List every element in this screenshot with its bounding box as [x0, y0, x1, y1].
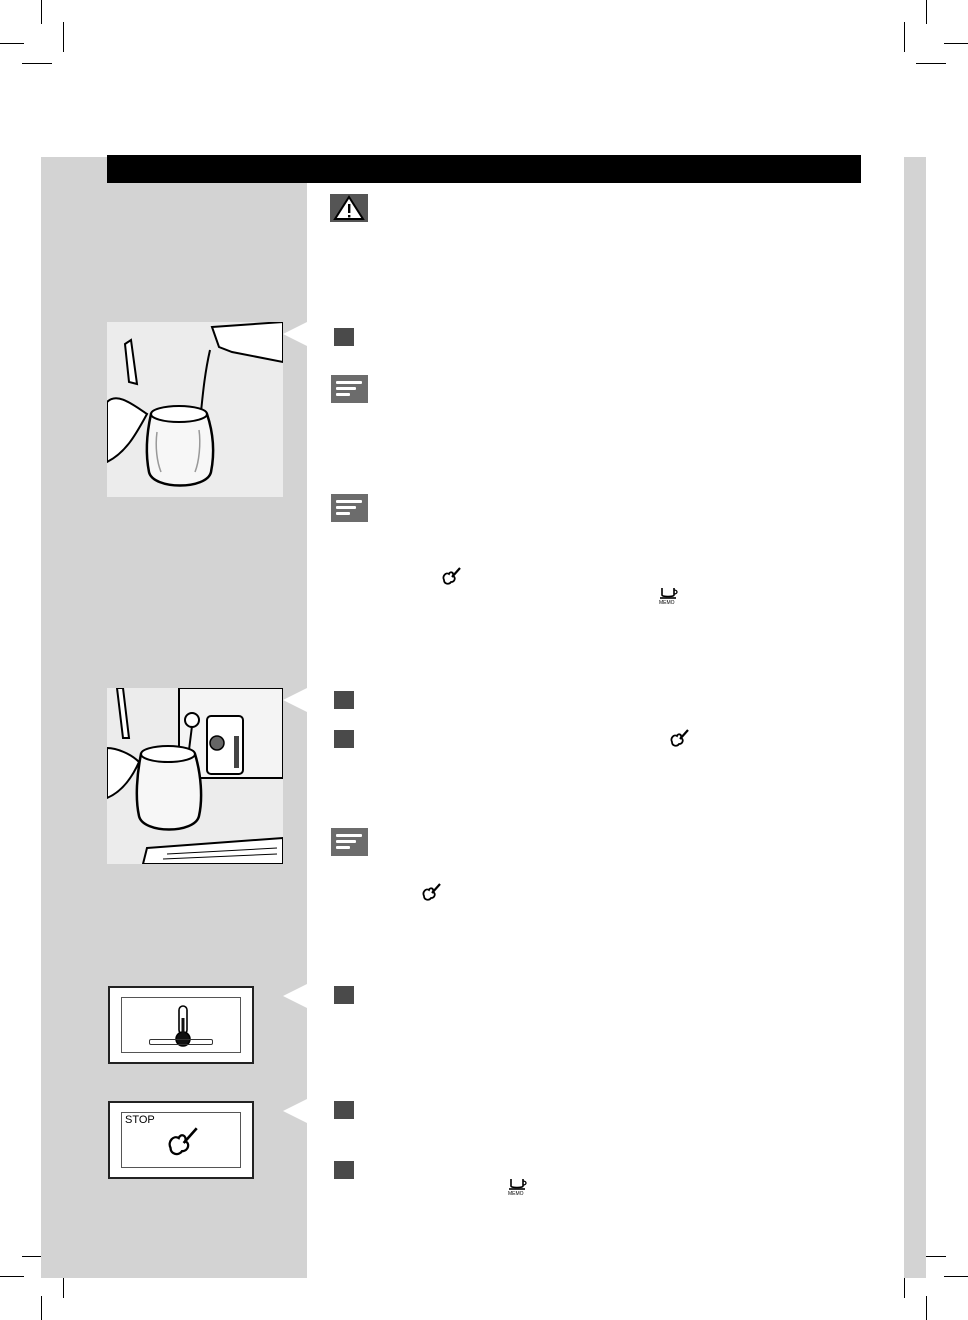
note-icon	[331, 494, 368, 522]
steam-wand-icon	[440, 566, 462, 588]
progress-bar	[149, 1039, 213, 1045]
section-header-bar	[107, 155, 861, 183]
warning-triangle-icon	[330, 194, 368, 222]
memo-cup-icon[interactable]	[505, 1177, 531, 1199]
step-number-box	[334, 986, 354, 1004]
memo-label: MEMO	[659, 600, 675, 606]
crop-mark	[22, 63, 52, 64]
crop-mark	[904, 22, 905, 52]
stop-label: STOP	[125, 1114, 155, 1126]
crop-mark	[926, 1296, 927, 1320]
step-number-box	[334, 1161, 354, 1179]
crop-mark	[916, 63, 946, 64]
crop-mark	[944, 43, 968, 44]
machine-display-stop	[108, 1101, 254, 1179]
pour-milk-illustration	[107, 322, 283, 497]
step-number-box	[334, 691, 354, 709]
machine-display-heating	[108, 986, 254, 1064]
illustration-pointer	[283, 688, 307, 712]
crop-mark	[944, 1276, 968, 1277]
crop-mark	[926, 0, 927, 24]
illustration-pointer	[283, 322, 307, 346]
steam-wand-icon	[420, 882, 442, 904]
crop-mark	[63, 22, 64, 52]
display-pointer	[283, 984, 307, 1008]
crop-mark	[0, 1276, 24, 1277]
crop-mark	[41, 1296, 42, 1320]
memo-label: MEMO	[508, 1191, 524, 1197]
crop-mark	[41, 0, 42, 24]
right-margin-panel	[904, 157, 926, 1278]
display-pointer	[283, 1099, 307, 1123]
step-number-box	[334, 1101, 354, 1119]
step-number-box	[334, 328, 354, 346]
steam-wand-icon	[668, 728, 690, 750]
froth-milk-illustration	[107, 688, 283, 864]
note-icon	[331, 828, 368, 856]
step-number-box	[334, 730, 354, 748]
note-icon	[331, 375, 368, 403]
crop-mark	[0, 43, 24, 44]
memo-cup-icon[interactable]	[656, 586, 682, 608]
steam-wand-icon	[164, 1123, 200, 1163]
